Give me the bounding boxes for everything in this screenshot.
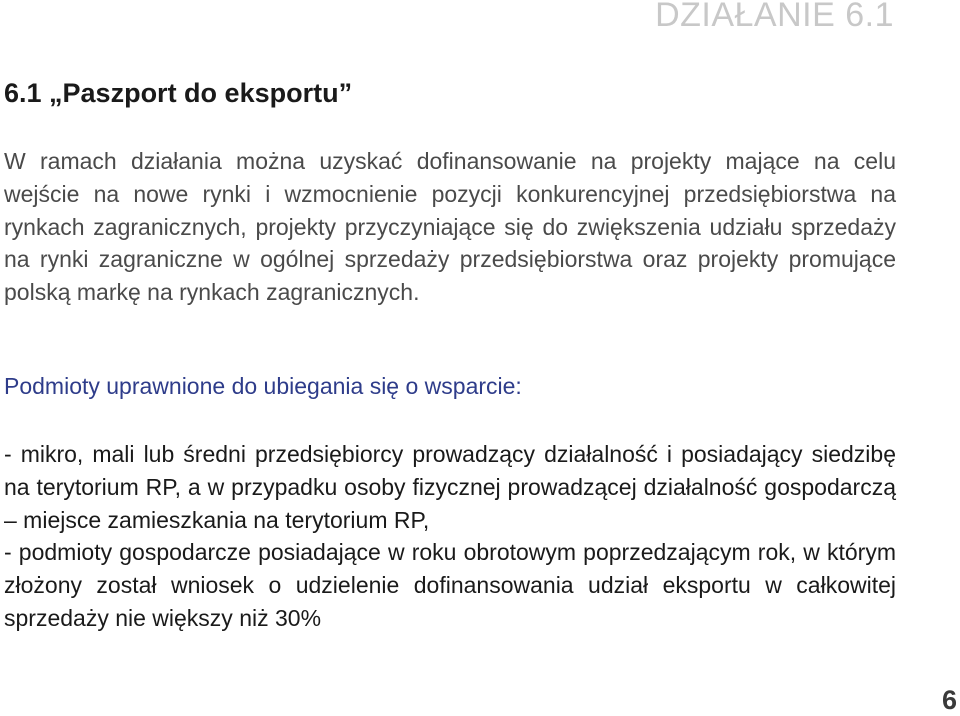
eligibility-heading: Podmioty uprawnione do ubiegania się o wsparcie: xyxy=(4,373,522,399)
section-title: 6.1 „Paszport do eksportu” xyxy=(4,78,353,108)
criteria-item: - mikro, mali lub średni przedsiębiorcy prowadzący działalność i posiadający siedzibę na terytorium RP, a w przypadku osoby fizycznej prowadzącej działalność gospodarczą – miejsce zamieszkania na terytorium RP, xyxy=(4,441,896,533)
page-number: 6 xyxy=(941,685,957,715)
criteria-item: - podmioty gospodarcze posiadające w roku obrotowym poprzedzającym rok, w którym złożony został wniosek o udzielenie dofinansowania udział eksportu w całkowitej sprzedaży nie większy niż 30% xyxy=(4,539,896,631)
intro-paragraph: W ramach działania można uzyskać dofinansowanie na projekty mające na celu wejście na nowe rynki i wzmocnienie pozycji konkurencyjnej przedsiębiorstwa na rynkach zagranicznych, projekty przyczyniające się do zwiększenia udziału sprzedaży na rynki zagraniczne w ogólnej sprzedaży przedsiębiorstwa oraz projekty promujące polską markę na rynkach zagranicznych. xyxy=(4,148,896,306)
slide-header-label: DZIAŁANIE 6.1 xyxy=(655,0,894,34)
eligibility-criteria-list xyxy=(4,438,896,635)
